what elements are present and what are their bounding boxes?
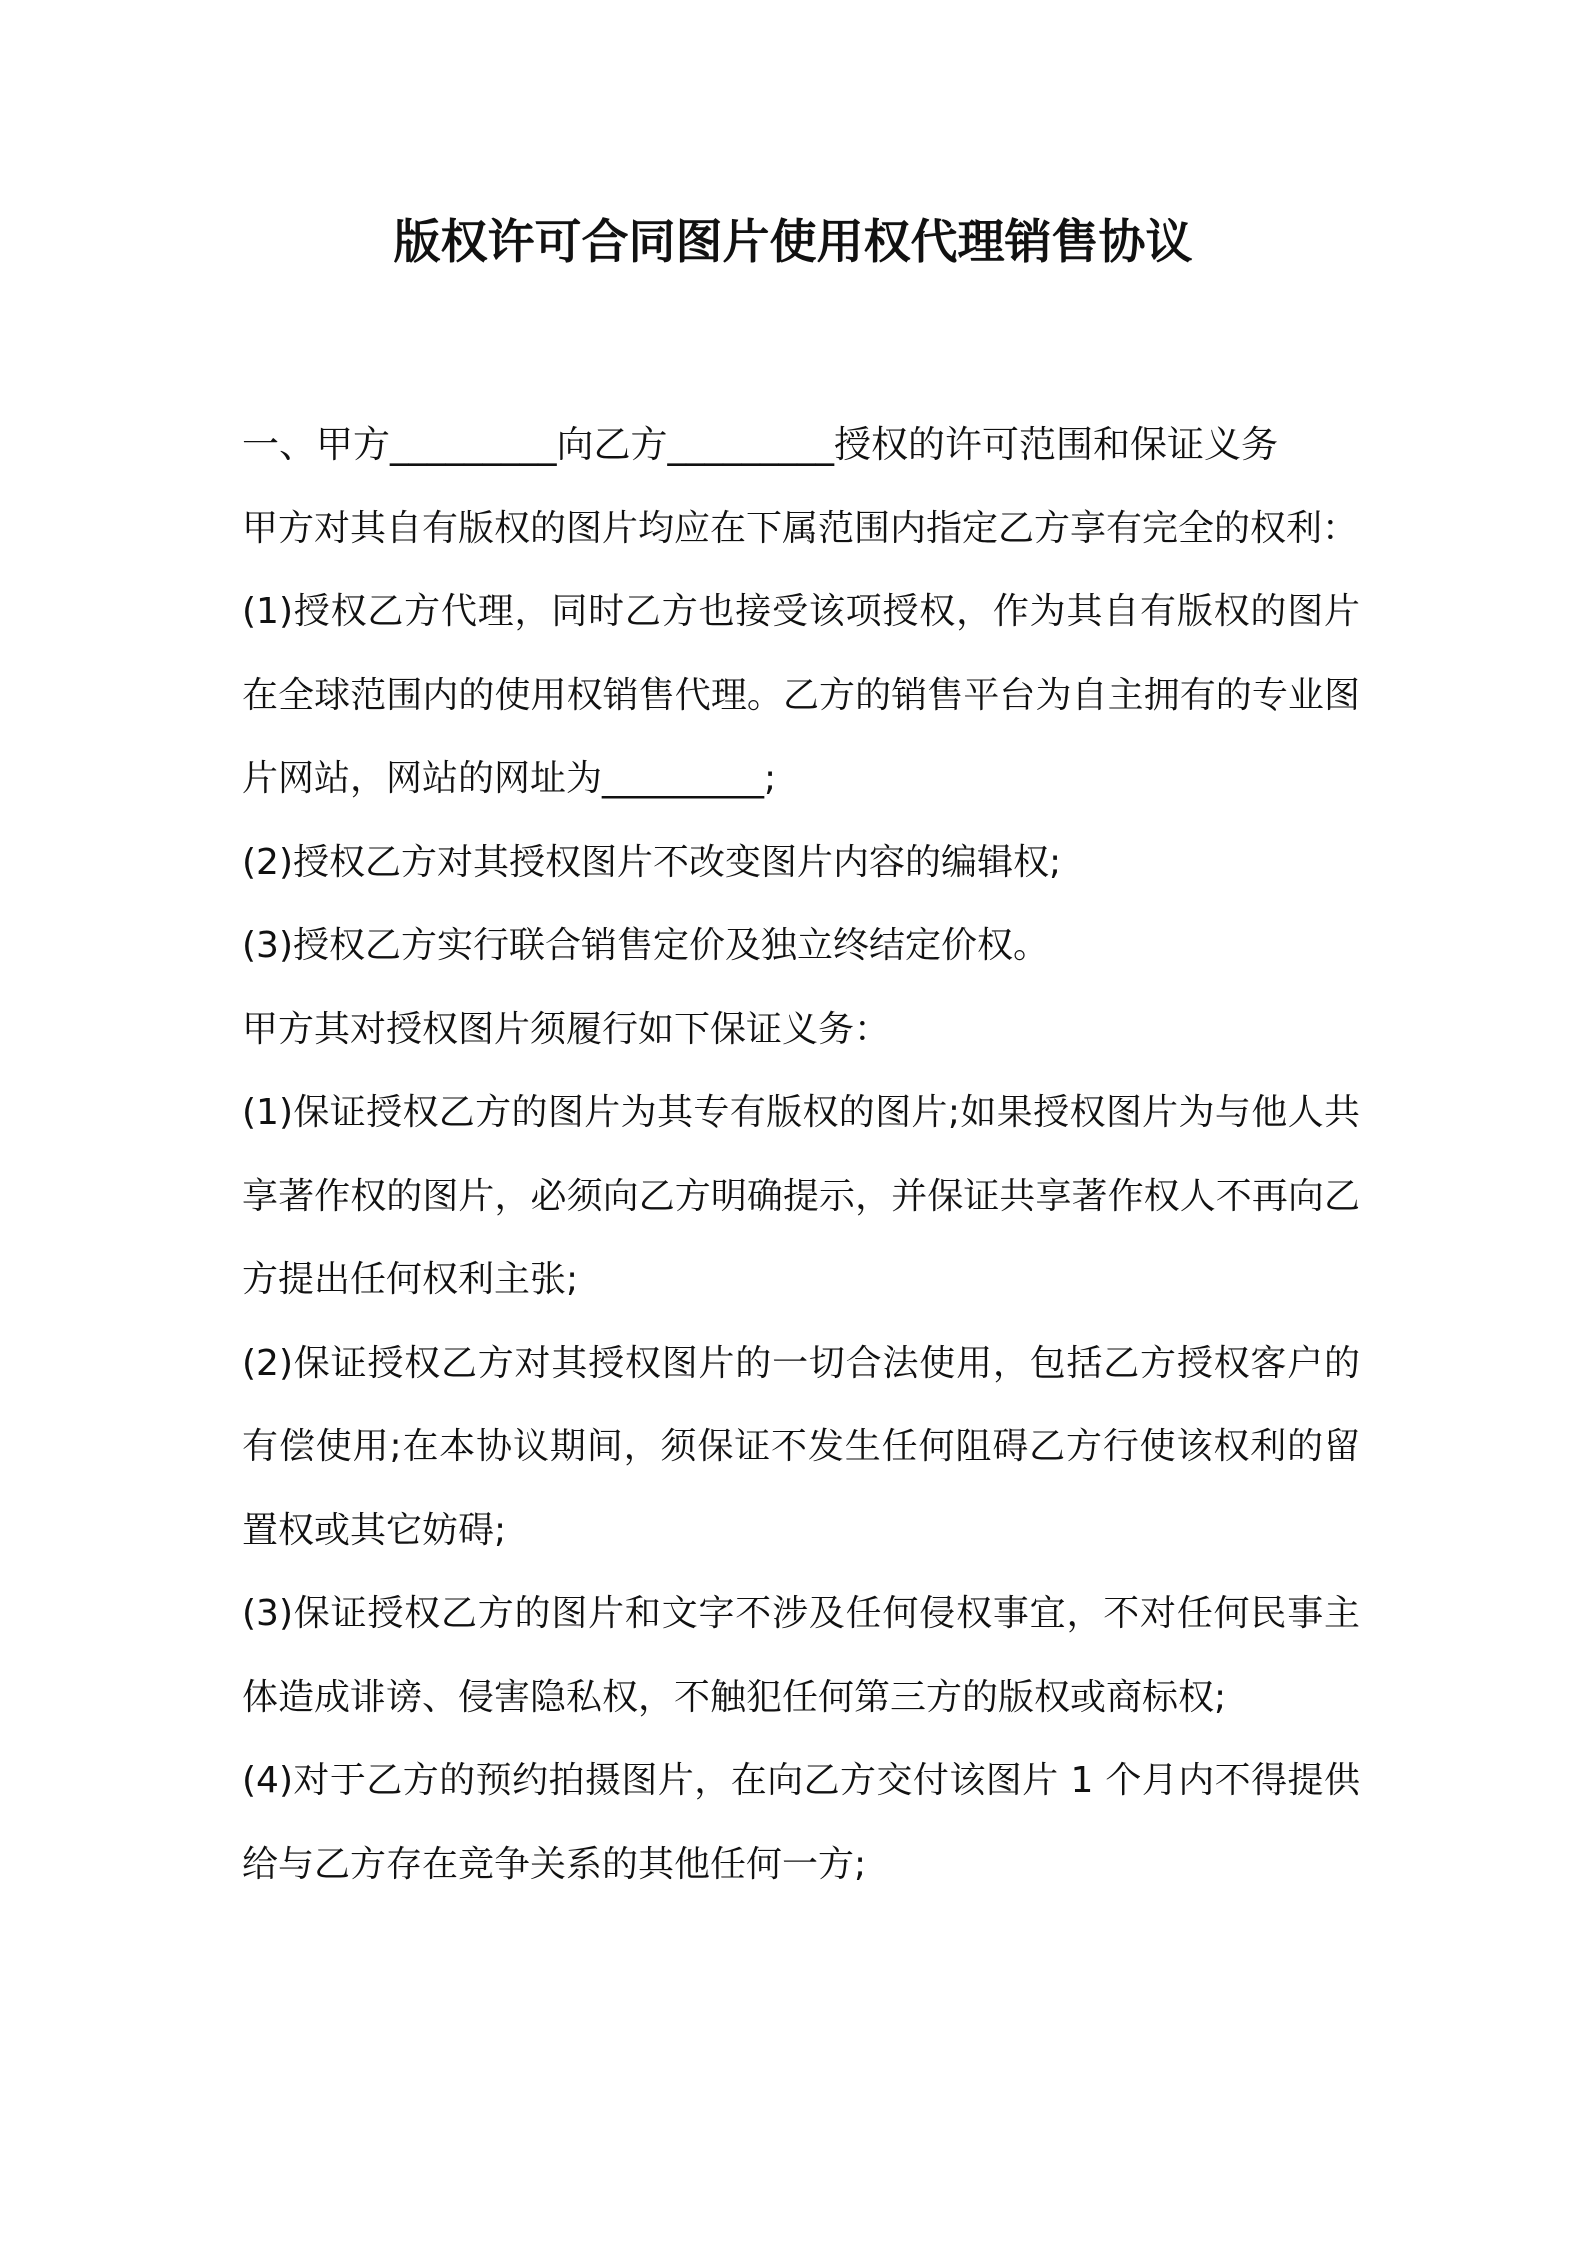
paragraph: (2)保证授权乙方对其授权图片的一切合法使用，包括乙方授权客户的有偿使用;在本协议期间，须保证不发生任何阻碍乙方行使该权利的留置权或其它妨碍; bbox=[242, 1342, 1360, 1551]
paragraph: (3)授权乙方实行联合销售定价及独立终结定价权。 bbox=[242, 925, 1049, 966]
section-heading: 一、甲方_________向乙方_________授权的许可范围和保证义务 bbox=[242, 423, 1278, 466]
paragraph: 甲方对其自有版权的图片均应在下属范围内指定乙方享有完全的权利： bbox=[242, 507, 1359, 549]
paragraph: (1)保证授权乙方的图片为其专有版权的图片;如果授权图片为与他人共享著作权的图片，必须向乙方明确提示，并保证共享著作权人不再向乙方提出任何权利主张; bbox=[242, 1092, 1360, 1300]
paragraph: 甲方其对授权图片须履行如下保证义务： bbox=[242, 1008, 891, 1050]
paragraph: (3)保证授权乙方的图片和文字不涉及任何侵权事宜，不对任何民事主体造成诽谤、侵害隐私权，不触犯任何第三方的版权或商标权; bbox=[242, 1593, 1360, 1718]
paragraph: (1)授权乙方代理，同时乙方也接受该项授权，作为其自有版权的图片在全球范围内的使用权销售代理。乙方的销售平台为自主拥有的专业图片网站，网站的网址为_________; bbox=[242, 591, 1360, 799]
paragraph: (2)授权乙方对其授权图片不改变图片内容的编辑权; bbox=[242, 841, 1062, 883]
paragraph: (4)对于乙方的预约拍摄图片，在向乙方交付该图片 1 个月内不得提供给与乙方存在竞争关系的其他任何一方; bbox=[242, 1760, 1360, 1885]
document-title: 版权许可合同图片使用权代理销售协议 bbox=[393, 215, 1193, 270]
document-body bbox=[242, 403, 1360, 1906]
